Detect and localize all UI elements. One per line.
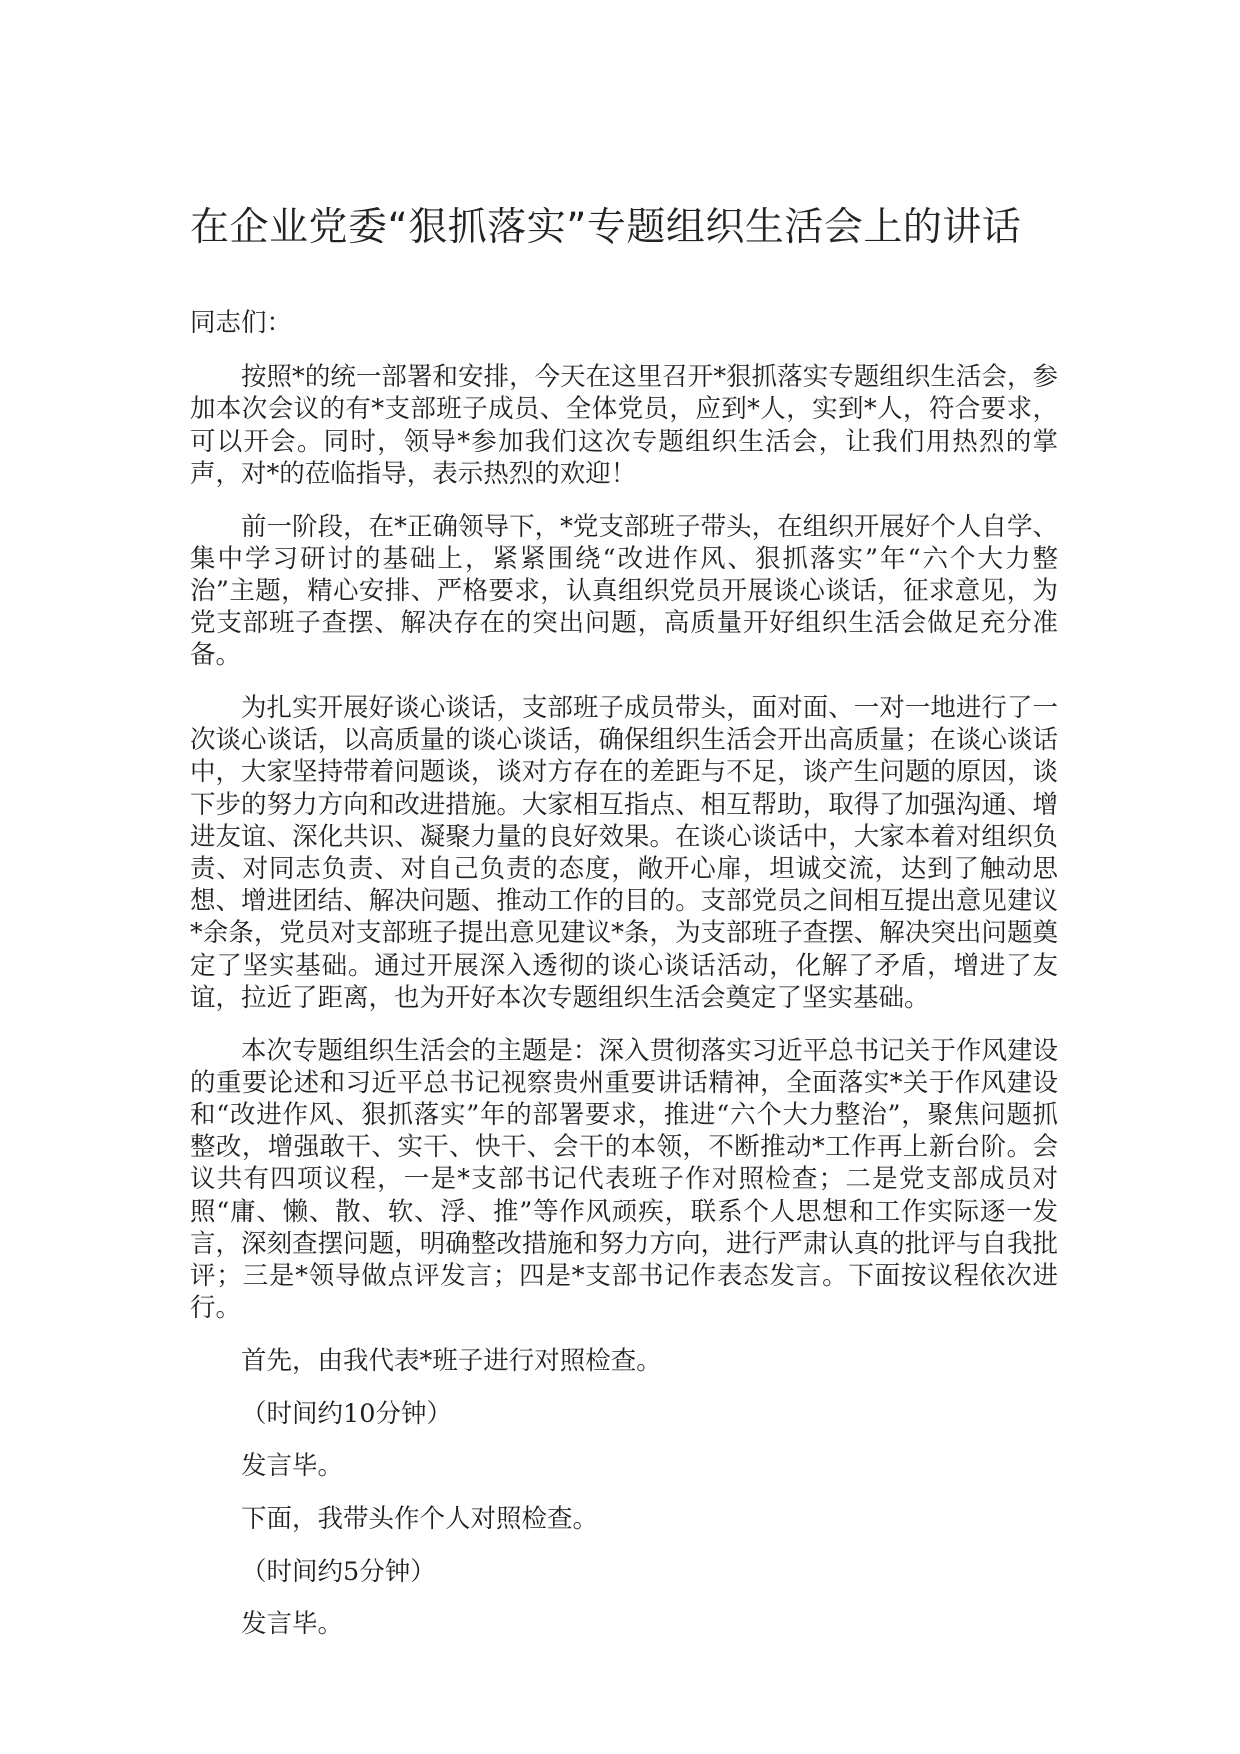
- line-speech-end-2: 发言毕。: [241, 1609, 344, 1640]
- document-title: 在企业党委“狠抓落实”专题组织生活会上的讲话: [190, 205, 1022, 250]
- paragraph-meeting-theme-agenda: 本次专题组织生活会的主题是：深入贯彻落实习近平总书记关于作风建设的重要论述和习近平总书记视察贵州重要讲话精神，全面落实*关于作风建设和“改进作风、狠抓落实”年的部署要求，推进“六个大力整治”，聚焦问题抓整改，增强敢干、实干、快干、会干的本领，不断推动*工作再上新台阶。会议共有四项议程，一是*支部书记代表班子作对照检查；二是党支部成员对照“庸、懒、散、软、浮、推”等作风顽疾，联系个人思想和工作实际逐一发言，深刻查摆问题，明确整改措施和努力方向，进行严肃认真的批评与自我批评；三是*领导做点评发言；四是*支部书记作表态发言。下面按议程依次进行。: [190, 1035, 1058, 1324]
- paragraph-heart-to-heart-talks: 为扎实开展好谈心谈话，支部班子成员带头，面对面、一对一地进行了一次谈心谈话，以高质量的谈心谈话，确保组织生活会开出高质量；在谈心谈话中，大家坚持带着问题谈，谈对方存在的差距与不足，谈产生问题的原因，谈下步的努力方向和改进措施。大家相互指点、相互帮助，取得了加强沟通、增进友谊、深化共识、凝聚力量的良好效果。在谈心谈话中，大家本着对组织负责、对同志负责、对自己负责的态度，敞开心扉，坦诚交流，达到了触动思想、增进团结、解决问题、推动工作的目的。支部党员之间相互提出意见建议*余条，党员对支部班子提出意见建议*条，为支部班子查摆、解决突出问题奠定了坚实基础。通过开展深入透彻的谈心谈话活动，化解了矛盾，增进了友谊，拉近了距离，也为开好本次专题组织生活会奠定了坚实基础。: [190, 693, 1058, 1013]
- line-team-inspection: 首先，由我代表*班子进行对照检查。: [241, 1345, 662, 1376]
- paragraph-opening: 按照*的统一部署和安排，今天在这里召开*狠抓落实专题组织生活会，参加本次会议的有*支部班子成员、全体党员，应到*人，实到*人，符合要求，可以开会。同时，领导*参加我们这次专题组织生活会，让我们用热烈的掌声，对*的莅临指导，表示热烈的欢迎！: [190, 362, 1058, 489]
- line-personal-inspection: 下面，我带头作个人对照检查。: [241, 1504, 599, 1534]
- line-time-note-10min: （时间约10分钟）: [241, 1398, 452, 1429]
- document-body: [190, 307, 1058, 1661]
- line-time-note-5min: （时间约5分钟）: [241, 1556, 436, 1587]
- line-speech-end-1: 发言毕。: [241, 1451, 344, 1482]
- paragraph-preparation: 前一阶段，在*正确领导下，*党支部班子带头，在组织开展好个人自学、集中学习研讨的基础上，紧紧围绕“改进作风、狠抓落实”年“六个大力整治”主题，精心安排、严格要求，认真组织党员开展谈心谈话，征求意见，为党支部班子查摆、解决存在的突出问题，高质量开好组织生活会做足充分准备。: [190, 511, 1058, 671]
- salutation: 同志们：: [190, 308, 293, 338]
